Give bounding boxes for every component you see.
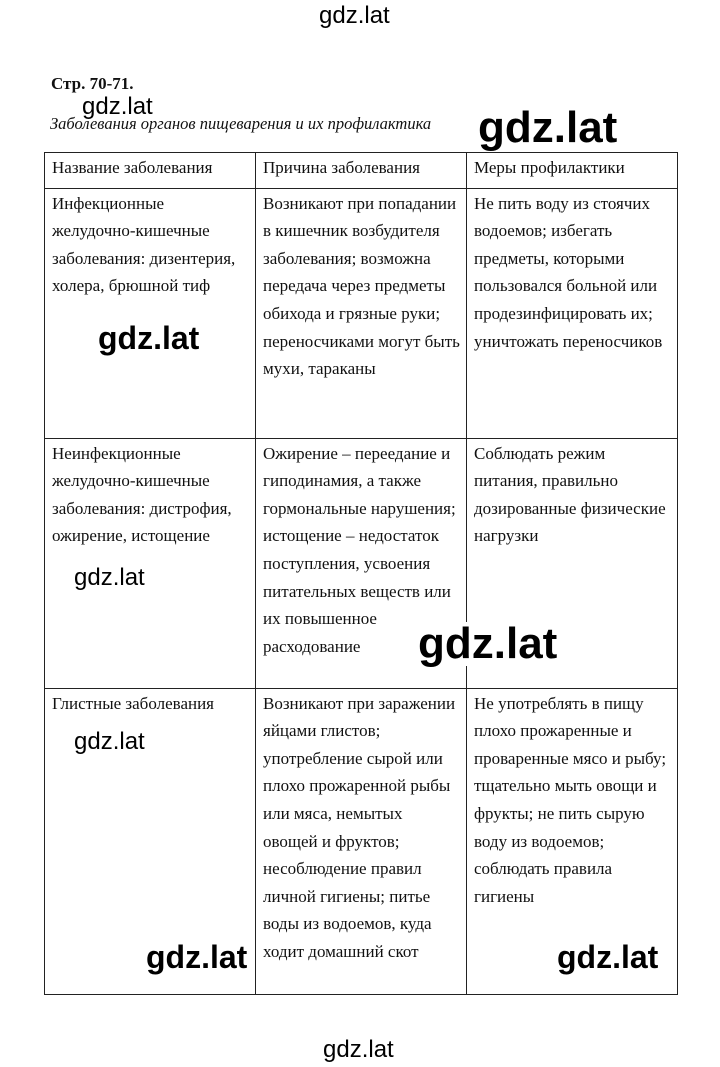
watermark: gdz.lat <box>74 728 145 755</box>
disease-cause-cell: Ожирение – переедание и гиподинамия, а также гормональные нарушения; истощение – недостаток поступления, усвоения питательных веществ или их повышенное расходование <box>256 438 467 688</box>
watermark: gdz.lat <box>418 622 561 666</box>
column-header-name: Название заболевания <box>45 153 256 189</box>
page-heading: Стр. 70-71. <box>51 74 134 93</box>
disease-prevention-cell: Не употреблять в пищу плохо прожаренные и проваренные мясо и рыбу; тщательно мыть овощи и фрукты; не пить сырую воду из водоемов; соблюдать правила гигиены <box>467 688 678 994</box>
disease-cause-cell: Возникают при заражении яйцами глистов; употребление сырой или плохо прожаренной рыбы или мяса, немытых овощей и фруктов; несоблюдение правил личной гигиены; питье воды из водоемов, куда ходит домашний скот <box>256 688 467 994</box>
table-row <box>45 188 678 438</box>
disease-name-cell: Глистные заболевания <box>45 688 256 994</box>
watermark: gdz.lat <box>82 93 153 120</box>
watermark: gdz.lat <box>323 1036 394 1063</box>
column-header-prevention: Меры профилактики <box>467 153 678 189</box>
watermark: gdz.lat <box>557 941 661 973</box>
watermark: gdz.lat <box>146 941 250 973</box>
watermark: gdz.lat <box>98 322 202 354</box>
disease-prevention-cell: Не пить воду из стоячих водоемов; избегать предметы, которыми пользовался больной или продезинфицировать их; уничтожать переносчиков <box>467 188 678 438</box>
watermark: gdz.lat <box>478 106 621 150</box>
disease-cause-cell: Возникают при попадании в кишечник возбудителя заболевания; возможна передача через предметы обихода и грязные руки; переносчиками могут быть мухи, тараканы <box>256 188 467 438</box>
watermark: gdz.lat <box>74 564 145 591</box>
table-caption: Заболевания органов пищеварения и их профилактика <box>50 114 432 133</box>
disease-name-cell: Инфекционные желудочно-кишечные заболевания: дизентерия, холера, брюшной тиф <box>45 188 256 438</box>
column-header-cause: Причина заболевания <box>256 153 467 189</box>
disease-name-cell: Неинфекционные желудочно-кишечные заболевания: дистрофия, ожирение, истощение <box>45 438 256 688</box>
disease-prevention-cell: Соблюдать режим питания, правильно дозированные физические нагрузки <box>467 438 678 688</box>
watermark: gdz.lat <box>319 2 390 29</box>
table-header-row <box>45 153 678 189</box>
